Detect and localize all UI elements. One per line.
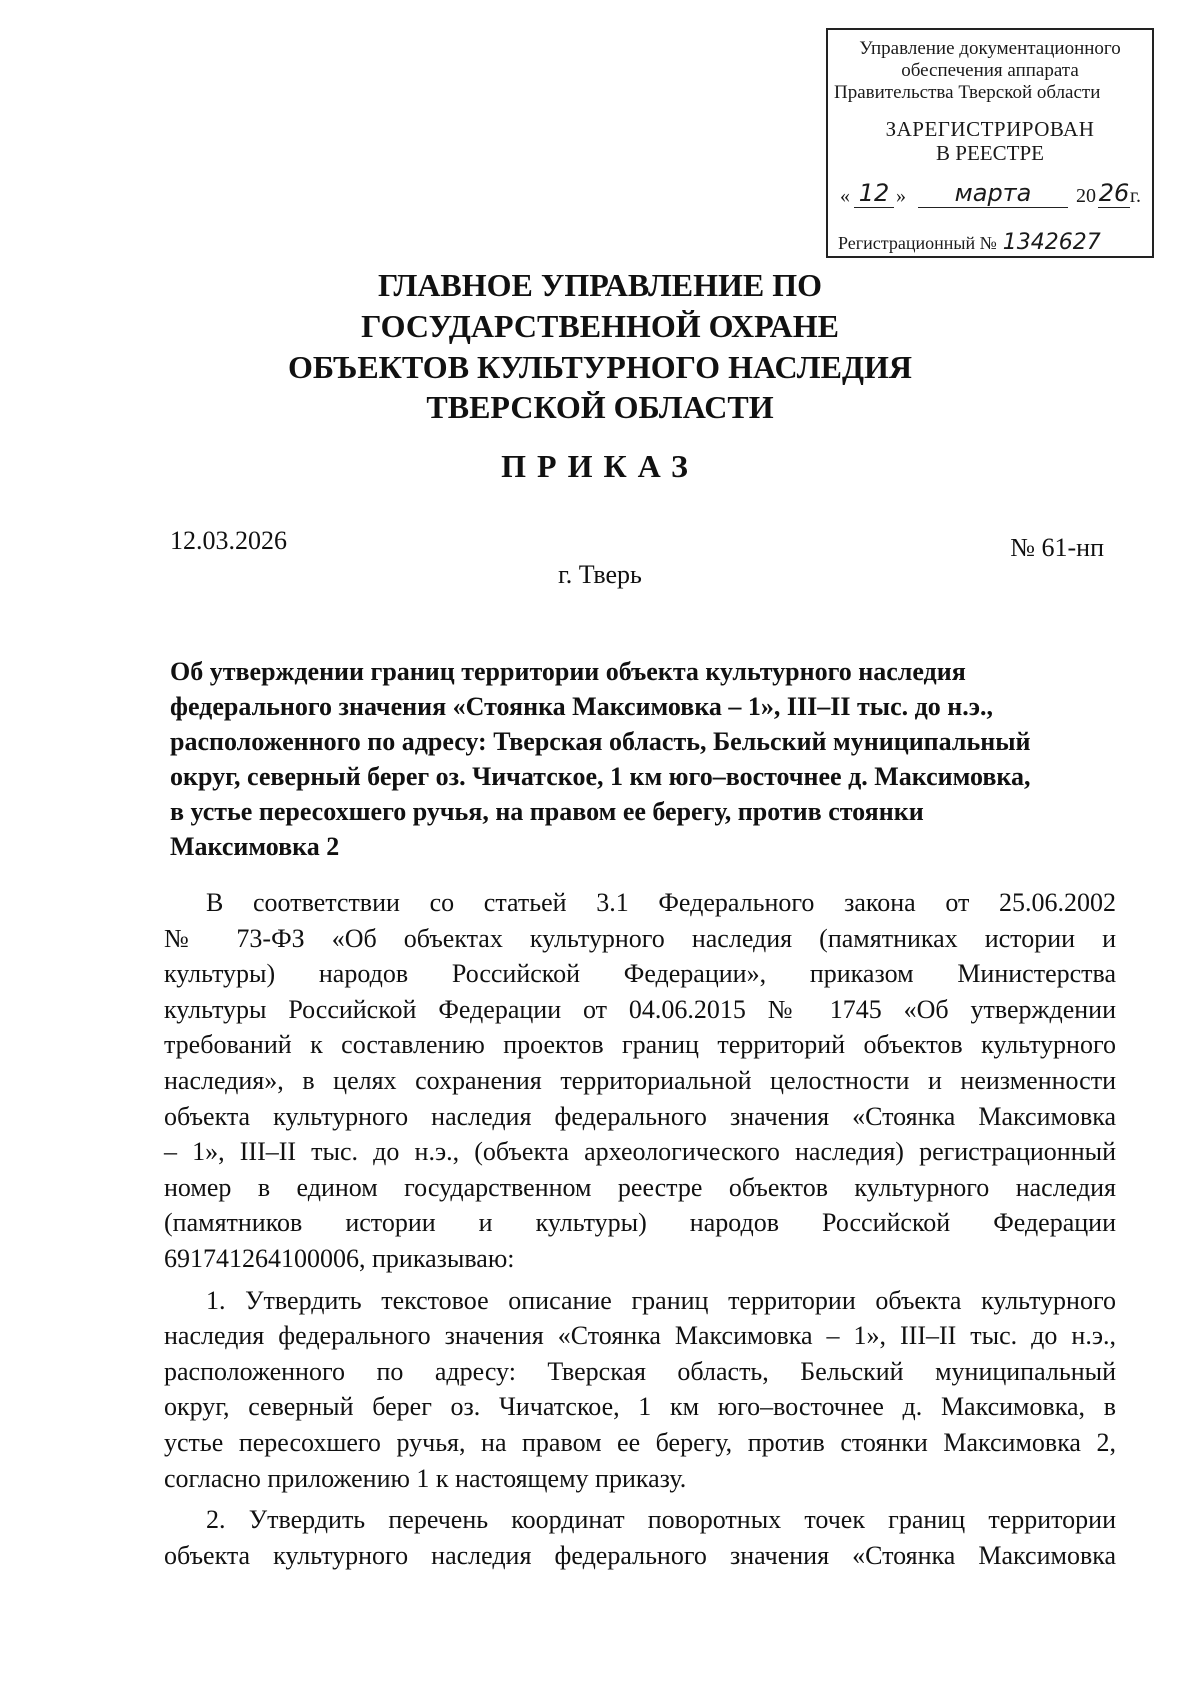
preamble-line: наследия», в целях сохранения территориальной целостности и неизменности [164,1065,1116,1095]
stamp-date-year-suffix: 26 [1098,179,1130,207]
header-line4: ТВЕРСКОЙ ОБЛАСТИ [426,389,774,425]
subject-line: округ, северный берег оз. Чичатское, 1 км юго–восточнее д. Максимовка, [170,762,1031,791]
order-subject [170,654,1120,864]
preamble-line: номер в едином государственном реестре объектов культурного наследия [164,1172,1116,1202]
item1-line: устье пересохшего ручья, на правом ее берегу, против стоянки Максимовка 2, [164,1427,1116,1457]
stamp-org-line1: Управление документационного [859,38,1121,59]
order-body [164,885,1116,1573]
stamp-reg-label: Регистрационный № [838,233,997,253]
stamp-date-row [840,178,1146,212]
stamp-reg-number-row [838,230,1148,255]
order-date: 12.03.2026 [170,526,287,555]
item2-line: 2. Утвердить перечень координат поворотных точек границ территории [206,1505,1116,1535]
document-type-title: ПРИКАЗ [501,448,699,484]
item2-line: объекта культурного наследия федерального значения «Стоянка Максимовка [164,1540,1116,1570]
header-line2: ГОСУДАРСТВЕННОЙ ОХРАНЕ [361,308,839,344]
stamp-reg-number: 1342627 [1002,230,1101,255]
stamp-date-year-prefix: 20 [1076,185,1096,207]
subject-line: в устье пересохшего ручья, на правом ее берегу, против стоянки [170,797,924,826]
stamp-date-day: 12 [854,179,894,208]
stamp-org-line3: Правительства Тверской области [834,82,1101,103]
order-city: г. Тверь [558,560,642,589]
preamble-line: (памятников истории и культуры) народов Российской Федерации [164,1208,1116,1238]
preamble-line: культуры) народов Российской Федерации», приказом Министерства [164,959,1116,989]
preamble-line: В соответствии со статьей 3.1 Федерального закона от 25.06.2002 [206,888,1116,917]
stamp-date-year-unit: г. [1130,185,1141,207]
preamble-line: – 1», III–II тыс. до н.э., (объекта археологического наследия) регистрационный [164,1137,1116,1167]
preamble-line: объекта культурного наследия федерального значения «Стоянка Максимовка [164,1101,1116,1131]
preamble-line: культуры Российской Федерации от 04.06.2015 № 1745 «Об утверждении [164,994,1116,1024]
header-line3: ОБЪЕКТОВ КУЛЬТУРНОГО НАСЛЕДИЯ [288,349,912,385]
registration-stamp [826,28,1154,258]
stamp-date-open-quote: « [840,185,850,207]
item1-line: округ, северный берег оз. Чичатское, 1 км юго–восточнее д. Максимовка, в [164,1392,1116,1422]
stamp-org-line2: обеспечения аппарата [901,60,1079,81]
header-line1: ГЛАВНОЕ УПРАВЛЕНИЕ ПО [377,267,823,303]
subject-line: Об утверждении границ территории объекта культурного наследия [170,657,966,686]
item1-line: согласно приложению 1 к настоящему приказу. [164,1463,687,1493]
subject-line: расположенного по адресу: Тверская область, Бельский муниципальный [170,727,1031,756]
subject-line: Максимовка 2 [170,832,340,861]
item1-line: расположенного по адресу: Тверская область, Бельский муниципальный [164,1356,1116,1386]
item1-line: наследия федерального значения «Стоянка Максимовка – 1», III–II тыс. до н.э., [164,1321,1116,1351]
stamp-date-close-quote: » [896,185,906,207]
stamp-registered-line2: В РЕЕСТРЕ [936,141,1044,165]
preamble-line: № 73-ФЗ «Об объектах культурного наследия (памятниках истории и [164,923,1116,953]
preamble-line: 691741264100006, приказываю: [164,1243,515,1273]
stamp-registered-line1: ЗАРЕГИСТРИРОВАН [885,117,1095,141]
item1-line: 1. Утвердить текстовое описание границ территории объекта культурного [206,1285,1116,1315]
order-number: № 61-нп [1010,533,1104,562]
stamp-date-month: марта [918,179,1068,208]
preamble-line: требований к составлению проектов границ территорий объектов культурного [164,1030,1116,1060]
subject-line: федерального значения «Стоянка Максимовка – 1», III–II тыс. до н.э., [170,692,993,721]
